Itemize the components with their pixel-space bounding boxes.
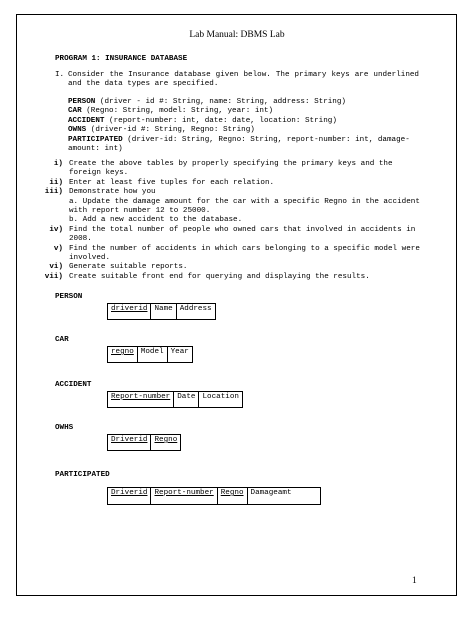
relation-label-car: CAR [55,336,69,344]
relation-label-person: PERSON [55,293,83,301]
intro-paragraph [55,71,419,90]
task-item: vii) Create suitable front end for querying and displaying the results. [44,272,370,281]
column-cell: Regno [217,488,247,505]
schema-owns: OWNS (driver-id #: String, Regno: String) [68,126,255,135]
relation-label-owns: OWHS [55,424,74,432]
page-number: 1 [412,576,417,586]
program-title: PROGRAM 1: INSURANCE DATABASE [55,55,188,63]
column-cell: Date [174,392,199,408]
task-subitem: b. Add a new accident to the database. [69,216,243,225]
task-item: v) Find the number of accidents in which cars belonging to a specific model were involved. [53,244,420,263]
column-cell: Driverid [108,435,151,451]
intro-text: Consider the Insurance database given below. The primary keys are underlined and the data types are specified. [68,71,419,89]
relation-table-accident [107,391,243,408]
relation-table-person [107,303,216,320]
column-cell: Report-number [108,392,174,408]
column-cell: Model [137,347,167,363]
intro-number: I. [55,71,65,79]
relation-table-participated [107,487,321,505]
column-cell: Year [167,347,192,363]
relation-label-participated: PARTICIPATED [55,471,110,479]
schema-accident: ACCIDENT (report-number: int, date: date, location: String) [68,116,337,125]
column-cell: Name [151,304,176,320]
column-cell: Location [199,392,242,408]
relation-label-accident: ACCIDENT [55,381,92,389]
task-list [20,160,420,282]
column-cell: driverid [108,304,151,320]
column-cell: Address [176,304,215,320]
column-cell: Report-number [151,488,217,505]
task-subitem: a. Update the damage amount for the car with a specific Regno in the accident with report number 12 to 25000. [69,197,420,216]
schema-participated: PARTICIPATED (driver-id: String, Regno: String, report-number: int, damage-amount: int) [68,135,410,154]
task-item: iii) Demonstrate how you [44,188,156,197]
task-item: vi) Generate suitable reports. [49,263,188,272]
task-item: ii) Enter at least five tuples for each relation. [49,178,275,187]
column-cell: Driverid [108,488,151,505]
task-item: i) Create the above tables by properly specifying the primary keys and the foreign keys. [53,160,393,178]
column-cell: Damageamt [247,488,320,505]
schema-car: CAR (Regno: String, model: String, year: int) [68,107,274,116]
column-cell: regno [108,347,138,363]
relation-table-car [107,346,193,363]
schema-person: PERSON (driver - id #: String, name: String, address: String) [68,98,346,106]
relation-table-owns [107,434,181,451]
schema-list [68,98,423,154]
page-header: Lab Manual: DBMS Lab [189,30,285,40]
column-cell: Regno [151,435,181,451]
task-item: iv) Find the total number of people who owned cars that involved in accidents in 2008. [49,225,416,244]
